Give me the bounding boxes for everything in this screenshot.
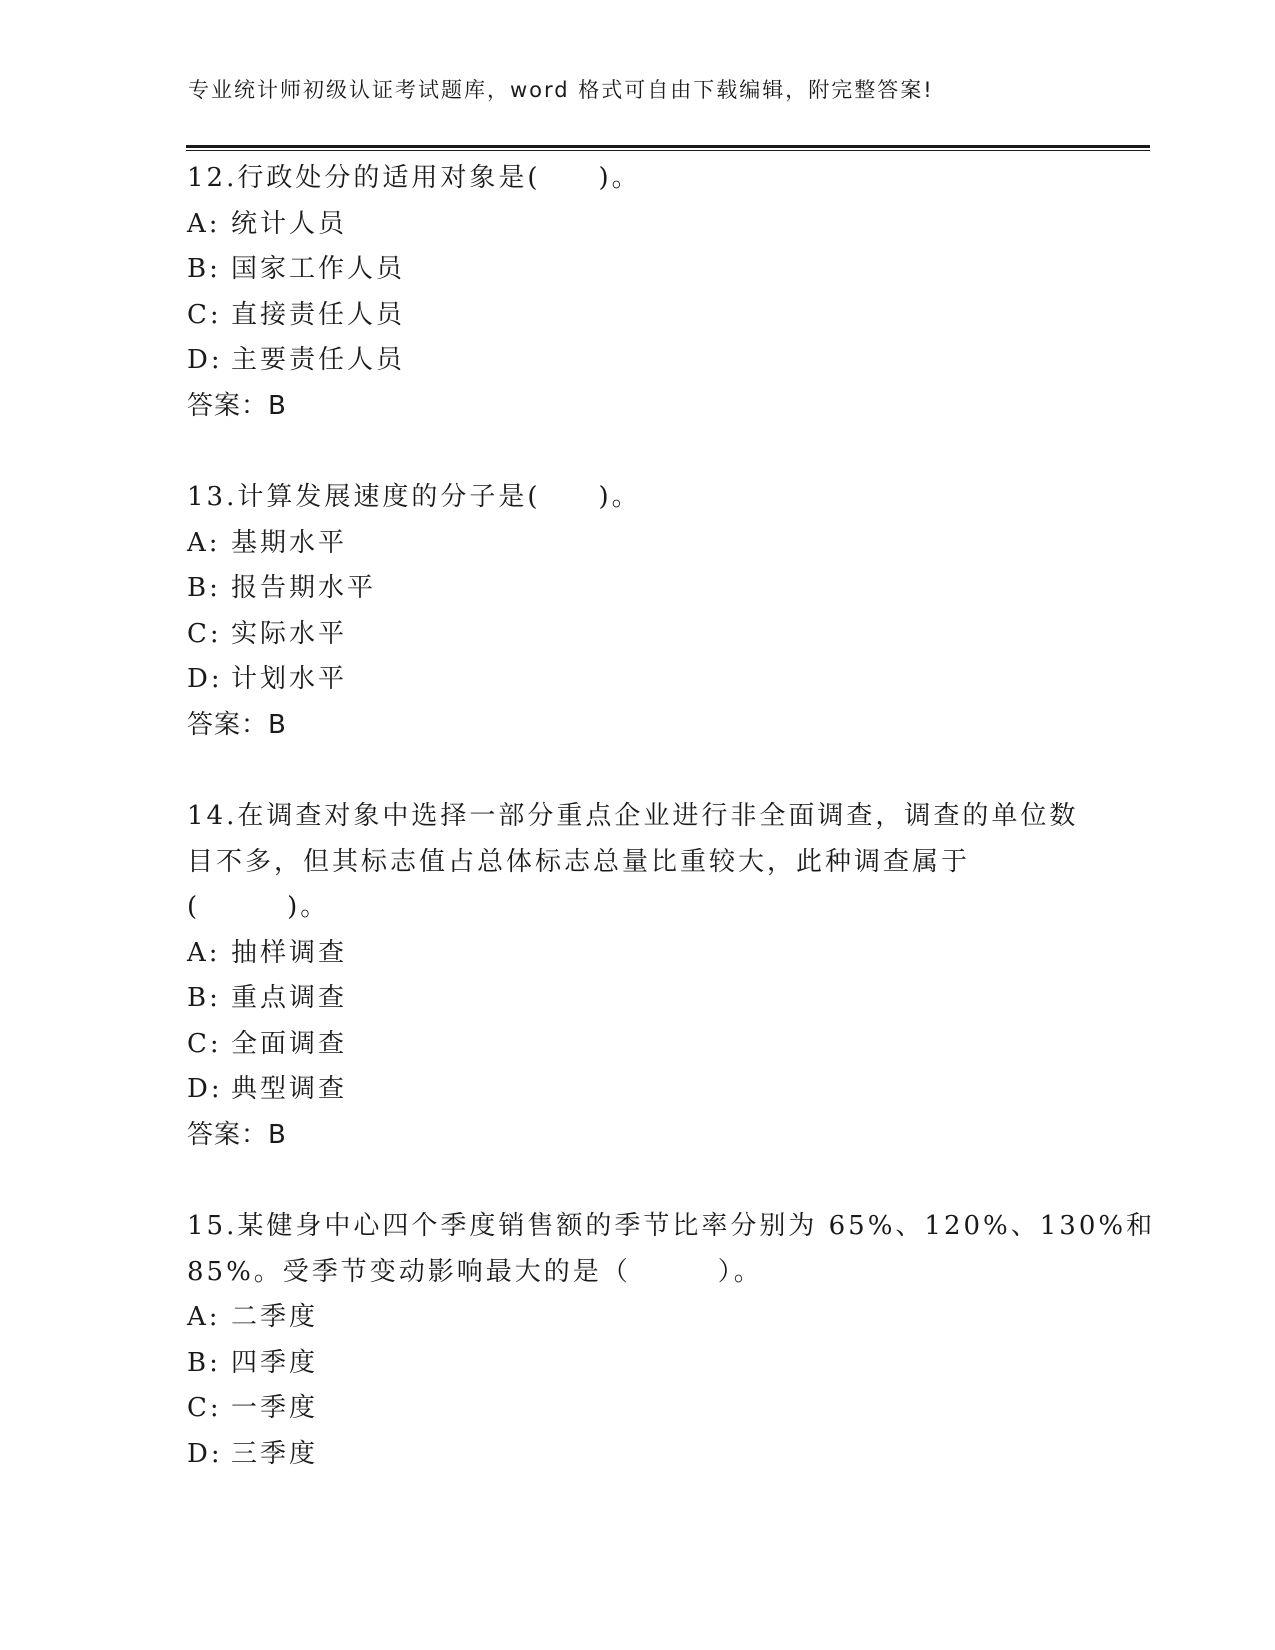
option-letter: B:	[187, 1347, 221, 1378]
page-header: 专业统计师初级认证考试题库，word 格式可自由下载编辑，附完整答案!	[188, 78, 934, 102]
question-block	[187, 156, 1087, 429]
option-row	[187, 1295, 1087, 1341]
answer-line: 答案：B	[187, 1119, 287, 1150]
option-text: 计划水平	[231, 664, 348, 694]
option-letter: A:	[187, 208, 221, 239]
option-row	[187, 1022, 1087, 1068]
option-row	[187, 612, 1087, 658]
option-letter: B:	[187, 573, 221, 603]
option-text: 直接责任人员	[231, 299, 406, 330]
option-letter: C:	[187, 1028, 222, 1059]
question-block	[187, 1204, 1156, 1477]
option-letter: D:	[187, 1438, 223, 1469]
option-text: 二季度	[231, 1302, 319, 1332]
option-row	[187, 338, 1087, 384]
question-text-line: 15.某健身中心四个季度销售额的季节比率分别为 65%、120%、130%和	[187, 1211, 1156, 1241]
option-letter: B:	[187, 983, 221, 1013]
option-text: 实际水平	[231, 618, 348, 649]
option-row	[187, 521, 1087, 567]
option-row	[187, 657, 1087, 703]
question-list	[187, 156, 1156, 1523]
option-text: 抽样调查	[231, 937, 348, 968]
option-text: 统计人员	[231, 208, 348, 239]
question-text-line: 12.行政处分的适用对象是( )。	[187, 163, 641, 193]
option-letter: C:	[187, 1393, 222, 1423]
question-block	[187, 475, 1087, 748]
option-letter: A:	[187, 527, 221, 558]
option-text: 四季度	[231, 1347, 319, 1378]
header-rule-thin	[186, 150, 1150, 151]
option-letter: C:	[187, 618, 222, 649]
option-letter: D:	[187, 345, 223, 375]
question-text-line: 14.在调查对象中选择一部分重点企业进行非全面调查，调查的单位数	[187, 801, 1079, 831]
question-text-line: 85%。受季节变动影响最大的是（ ）。	[187, 1256, 763, 1287]
option-row	[187, 202, 1087, 248]
option-row	[187, 1067, 1087, 1113]
header-rule-thick	[186, 145, 1150, 148]
option-text: 主要责任人员	[231, 345, 406, 375]
option-text: 报告期水平	[231, 573, 377, 603]
question-text-line: 13.计算发展速度的分子是( )。	[187, 482, 641, 512]
option-letter: D:	[187, 1074, 223, 1104]
option-letter: B:	[187, 254, 221, 284]
question-block	[187, 794, 1087, 1158]
option-row	[187, 976, 1087, 1022]
option-row	[187, 1432, 1087, 1478]
option-letter: A:	[187, 1302, 221, 1332]
option-row	[187, 1341, 1087, 1387]
answer-line: 答案：B	[187, 390, 287, 421]
option-row	[187, 1386, 1087, 1432]
option-letter: D:	[187, 664, 223, 694]
option-text: 国家工作人员	[231, 254, 406, 284]
option-text: 重点调查	[231, 983, 348, 1013]
option-text: 全面调查	[231, 1028, 348, 1059]
option-row	[187, 247, 1087, 293]
option-letter: A:	[187, 937, 221, 968]
option-text: 三季度	[231, 1438, 319, 1469]
answer-line: 答案：B	[187, 709, 287, 740]
question-text-line: ( )。	[187, 892, 330, 922]
option-text: 基期水平	[231, 527, 348, 558]
option-row	[187, 293, 1087, 339]
option-letter: C:	[187, 299, 222, 330]
option-row	[187, 931, 1087, 977]
option-text: 典型调查	[231, 1074, 348, 1104]
option-row	[187, 566, 1087, 612]
question-text-line: 目不多，但其标志值占总体标志总量比重较大，此种调查属于	[187, 846, 971, 877]
option-text: 一季度	[231, 1393, 319, 1423]
